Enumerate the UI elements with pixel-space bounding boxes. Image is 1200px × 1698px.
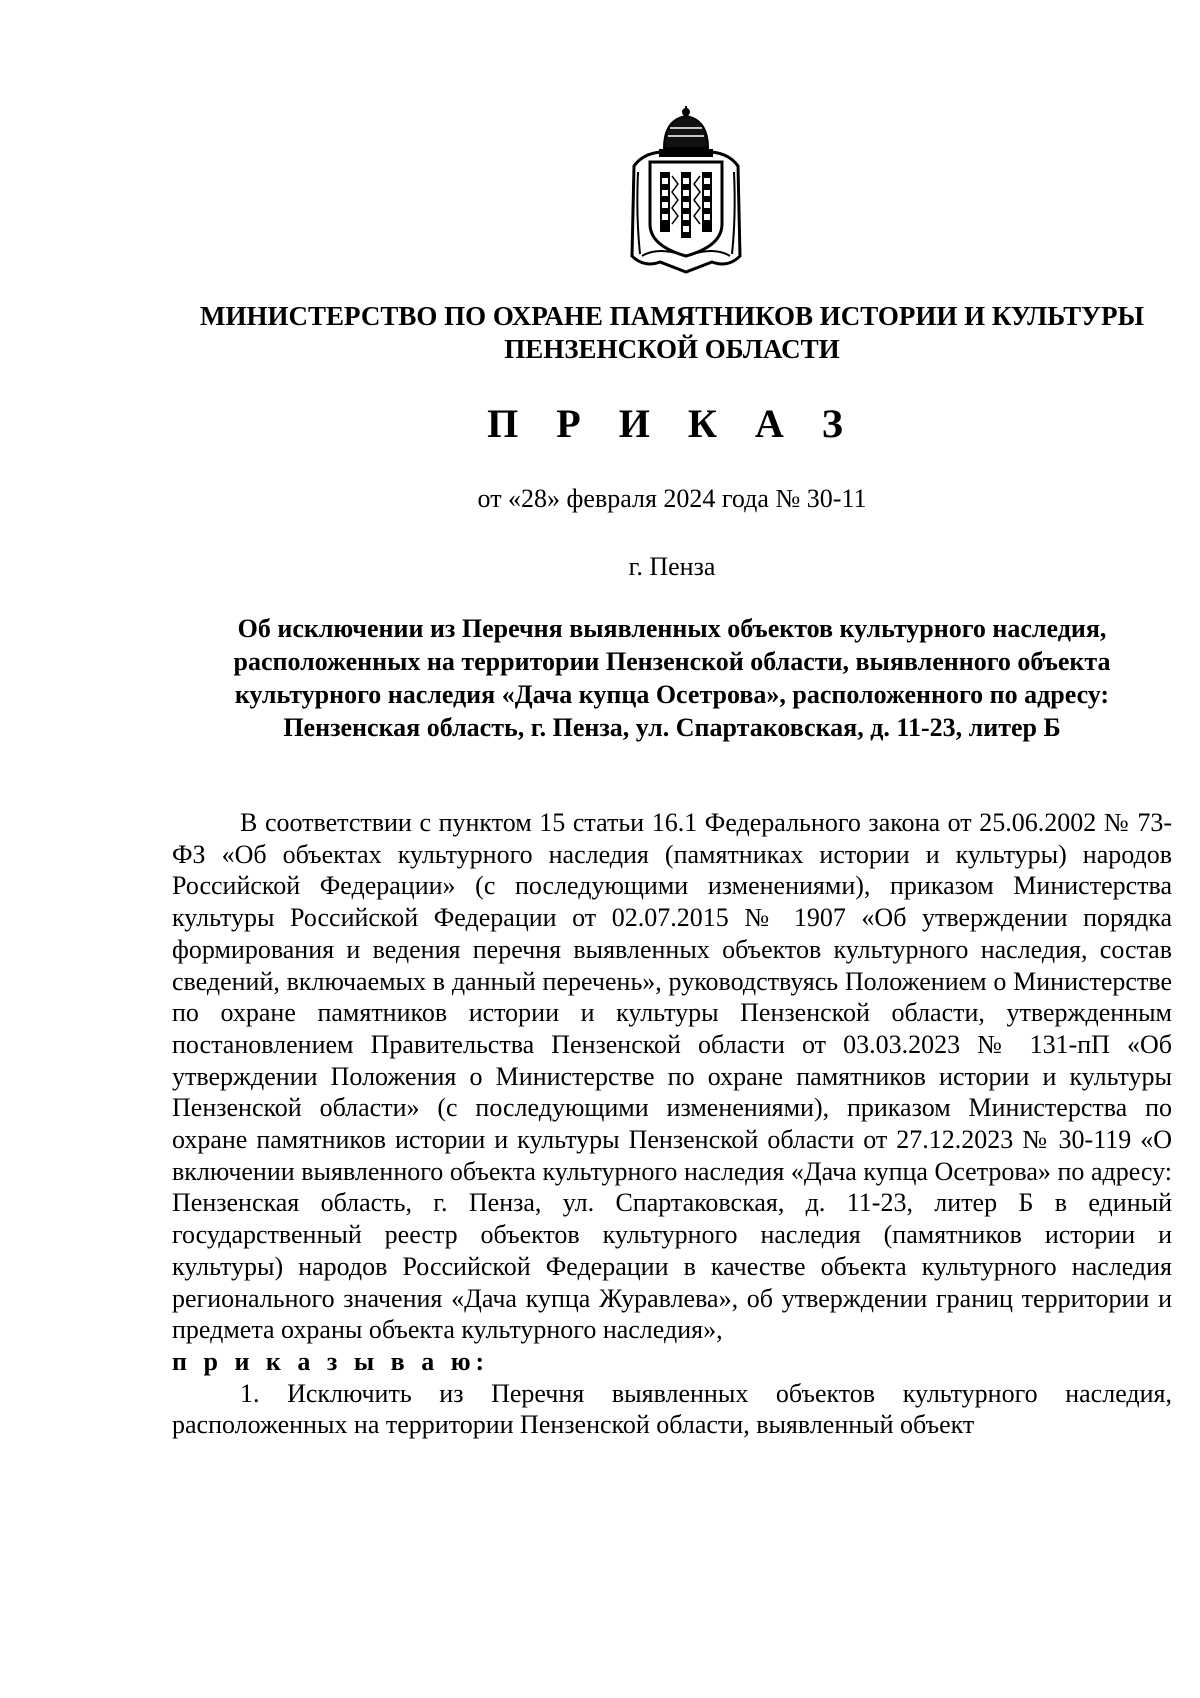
preamble-paragraph xyxy=(172,807,1172,1378)
document-title: П Р И К А З xyxy=(487,401,857,446)
order-date-number: от «28» февраля 2024 года № 30-11 xyxy=(477,484,867,513)
order-city: г. Пенза xyxy=(628,552,716,581)
order-body xyxy=(172,807,1172,1441)
preamble-text: В соответствии с пунктом 15 статьи 16.1 Федерального закона от 25.06.2002 № 73-ФЗ «Об объектах культурного наследия (памятниках истории и культуры) народов Российской Федерации» (с последующими изменениями), приказом Министерства культуры Российской Федерации от 02.07.2015 № 1907 «Об утверждении порядка формирования и ведения перечня выявленных объектов культурного наследия, состав сведений, включаемых в данный перечень», руководствуясь Положением о Министерстве по охране памятников истории и культуры Пензенской области, утвержденным постановлением Правительства Пензенской области от 03.03.2023 № 131-пП «Об утверждении Положения о Министерстве по охране памятников истории и культуры Пензенской области» (с последующими изменениями), приказом Министерства по охране памятников истории и культуры Пензенской области от 27.12.2023 № 30-119 «О включении выявленного объекта культурного наследия «Дача купца Осетрова» по адресу: Пензенская область, г. Пенза, ул. Спартаковская, д. 11-23, литер Б в единый государственный реестр объектов культурного наследия (памятников истории и культуры) народов Российской Федерации в качестве объекта культурного наследия регионального значения «Дача купца Журавлева», об утверждении границ территории и предмета охраны объекта культурного наследия», xyxy=(172,808,1172,1345)
item-1-paragraph: 1. Исключить из Перечня выявленных объектов культурного наследия, расположенных на территории Пензенской области, выявленный объект xyxy=(172,1378,1172,1440)
coat-of-arms-emblem xyxy=(628,106,744,274)
order-subject: Об исключении из Перечня выявленных объектов культурного наследия, расположенных на территории Пензенской области, выявленного объекта культурного наследия «Дача купца Осетрова», расположенного по адресу: Пензенская область, г. Пенза, ул. Спартаковская, д. 11-23, литер Б xyxy=(233,614,1111,742)
orders-word: п р и к а з ы в а ю: xyxy=(172,1346,490,1376)
ministry-name: МИНИСТЕРСТВО ПО ОХРАНЕ ПАМЯТНИКОВ ИСТОРИИ И КУЛЬТУРЫ ПЕНЗЕНСКОЙ ОБЛАСТИ xyxy=(200,301,1144,364)
